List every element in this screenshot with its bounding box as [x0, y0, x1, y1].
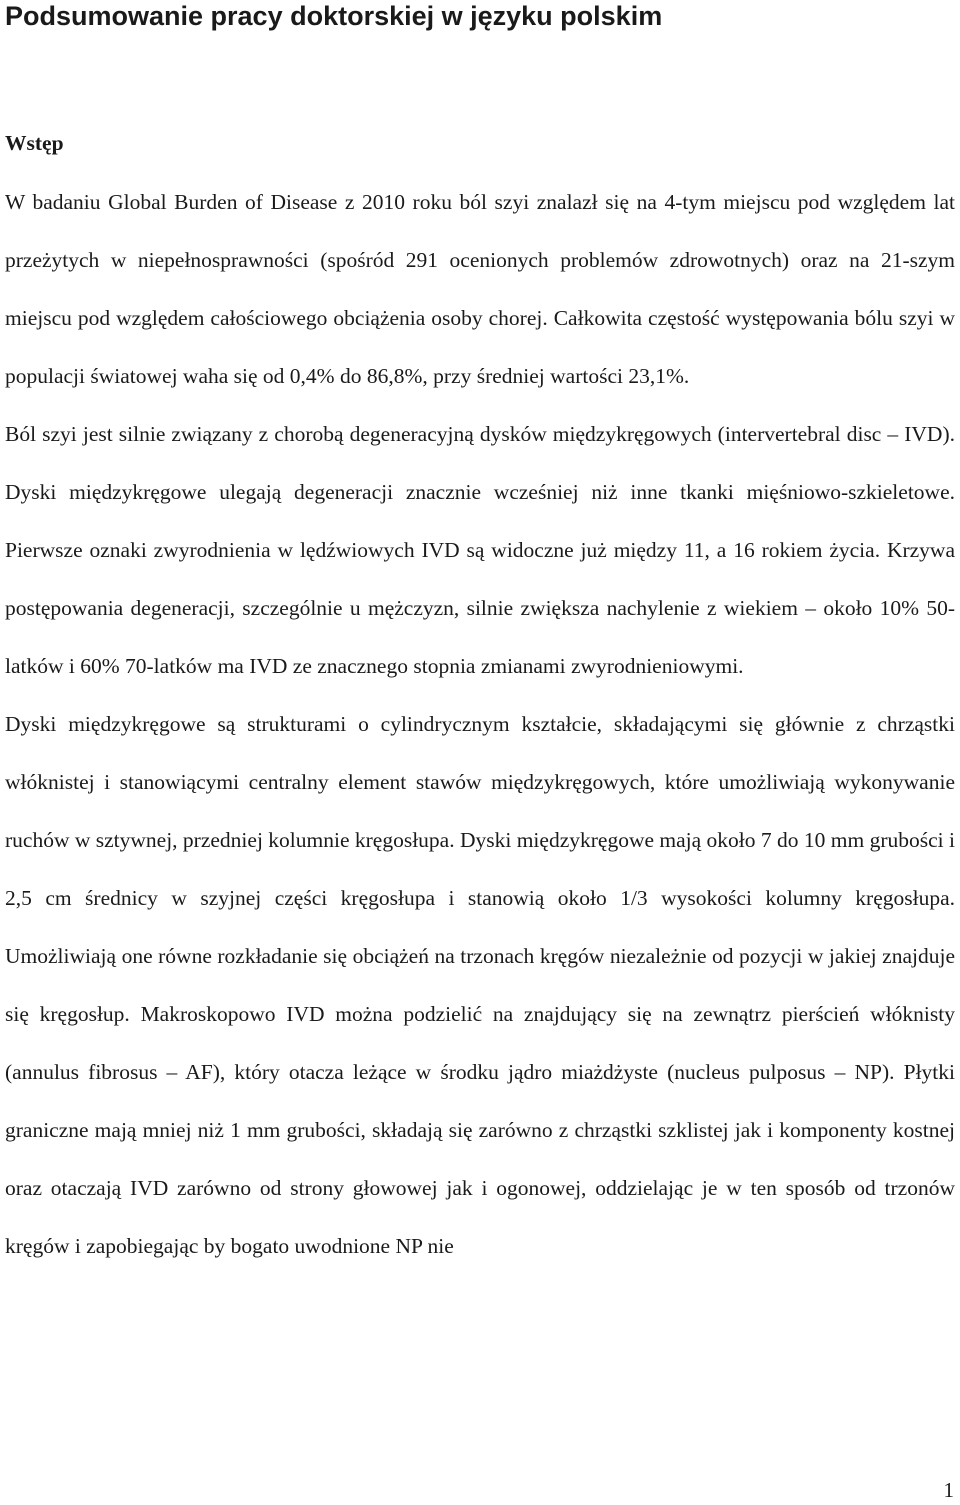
section-heading: Wstęp	[5, 131, 64, 155]
page-number: 1	[943, 1478, 954, 1502]
body-text	[5, 173, 955, 1275]
paragraph-3: Dyski międzykręgowe są strukturami o cylindrycznym kształcie, składającymi się głównie z chrząstki włóknistej i stanowiącymi centralny element stawów międzykręgowych, które umożliwiają wykonywanie ruchów w sztywnej, przedniej kolumnie kręgosłupa. Dyski międzykręgowe mają około 7 do 10 mm grubości i 2,5 cm średnicy w szyjnej części kręgosłupa i stanowią około 1/3 wysokości kolumny kręgosłupa. Umożliwiają one równe rozkładanie się obciążeń na trzonach kręgów niezależnie od pozycji w jakiej znajduje się kręgosłup. Makroskopowo IVD można podzielić na znajdujący się na zewnątrz pierścień włóknisty (annulus fibrosus – AF), który otacza leżące w środku jądro miażdżyste (nucleus pulposus – NP). Płytki graniczne mają mniej niż 1 mm grubości, składają się zarówno z chrząstki szklistej jak i komponenty kostnej oraz otaczają IVD zarówno od strony głowowej jak i ogonowej, oddzielając je w ten sposób od trzonów kręgów i zapobiegając by bogato uwodnione NP nie	[5, 712, 955, 1258]
document-page	[5, 0, 955, 1258]
document-title: Podsumowanie pracy doktorskiej w języku polskim	[5, 1, 663, 31]
paragraph-2: Ból szyi jest silnie związany z chorobą degeneracyjną dysków międzykręgowych (intervertebral disc – IVD). Dyski międzykręgowe ulegają degeneracji znacznie wcześniej niż inne tkanki mięśniowo-szkieletowe. Pierwsze oznaki zwyrodnienia w lędźwiowych IVD są widoczne już między 11, a 16 rokiem życia. Krzywa postępowania degeneracji, szczególnie u mężczyzn, silnie zwiększa nachylenie z wiekiem – około 10% 50-latków i 60% 70-latków ma IVD ze znacznego stopnia zmianami zwyrodnieniowymi.	[5, 422, 955, 678]
paragraph-1: W badaniu Global Burden of Disease z 2010 roku ból szyi znalazł się na 4-tym miejscu pod względem lat przeżytych w niepełnosprawności (spośród 291 ocenionych problemów zdrowotnych) oraz na 21-szym miejscu pod względem całościowego obciążenia osoby chorej. Całkowita częstość występowania bólu szyi w populacji światowej waha się od 0,4% do 86,8%, przy średniej wartości 23,1%.	[5, 190, 955, 388]
